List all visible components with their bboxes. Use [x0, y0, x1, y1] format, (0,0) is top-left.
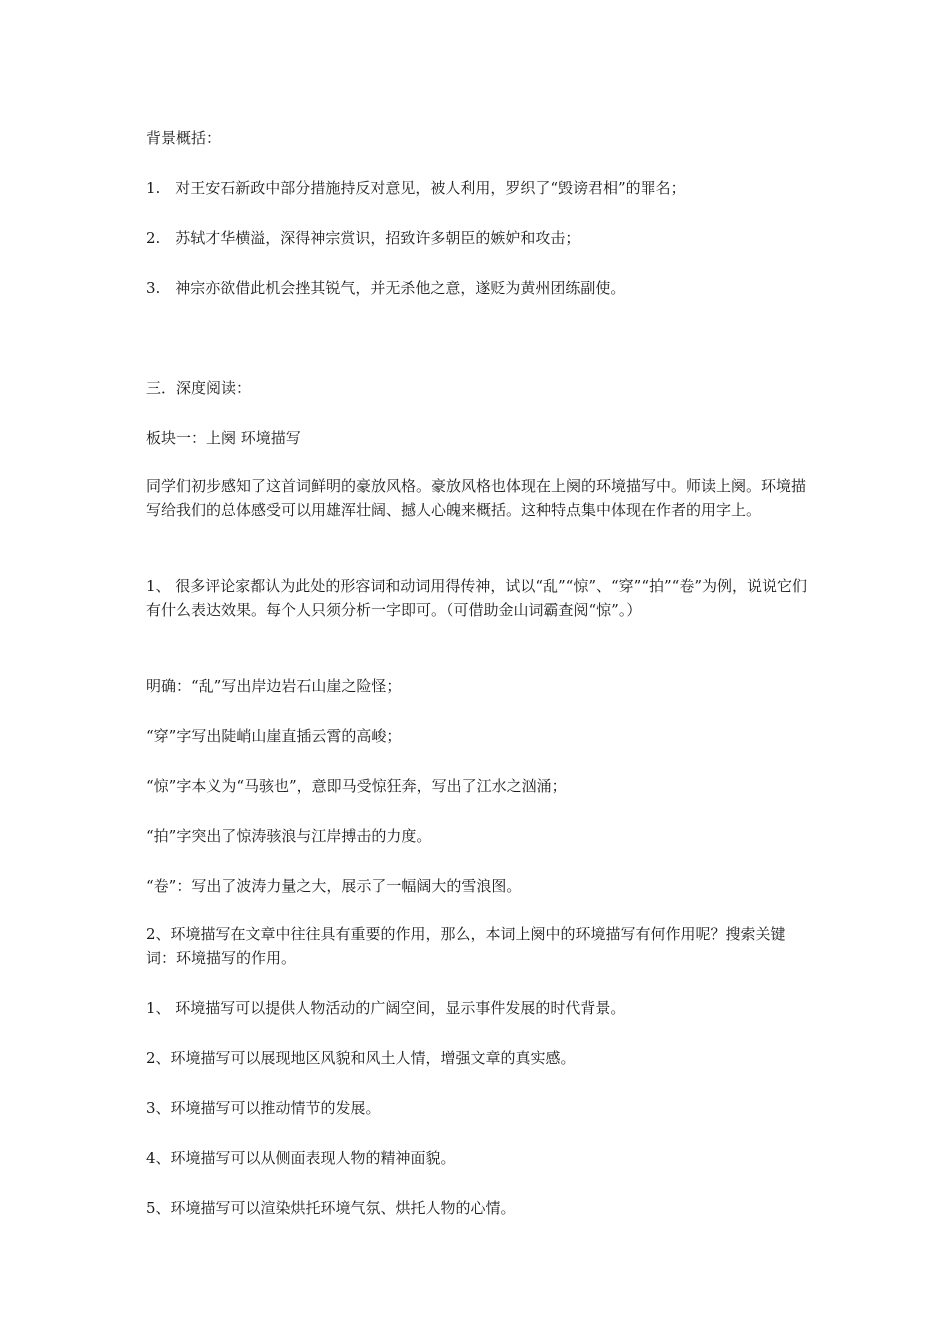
function-item-5: 5、环境描写可以渲染烘托环境气氛、烘托人物的心情。 — [146, 1199, 516, 1217]
answer-5: “卷”：写出了波涛力量之大，展示了一幅阔大的雪浪图。 — [146, 877, 522, 895]
section3-heading: 三．深度阅读： — [146, 379, 252, 397]
answer-3: “惊”字本义为“马骇也”，意即马受惊狂奔，写出了江水之汹涌； — [146, 777, 567, 795]
background-item-3: 3. 神宗亦欲借此机会挫其锐气，并无杀他之意，遂贬为黄州团练副使。 — [146, 279, 626, 297]
background-item-1: 1. 对王安石新政中部分措施持反对意见，被人利用，罗织了“毁谤君相”的罪名； — [146, 179, 686, 197]
function-item-4: 4、环境描写可以从侧面表现人物的精神面貌。 — [146, 1149, 456, 1167]
function-item-1: 1、 环境描写可以提供人物活动的广阔空间，显示事件发展的时代背景。 — [146, 999, 626, 1017]
block1-title: 板块一：上阕 环境描写 — [146, 429, 301, 447]
question-2: 2、环境描写在文章中往往具有重要的作用，那么，本词上阕中的环境描写有何作用呢？搜索关键词：环境描写的作用。 — [146, 925, 786, 967]
answer-4: “拍”字突出了惊涛骇浪与江岸搏击的力度。 — [146, 827, 432, 845]
function-item-3: 3、环境描写可以推动情节的发展。 — [146, 1099, 381, 1117]
background-heading: 背景概括： — [146, 129, 222, 147]
answer-2: “穿”字写出陡峭山崖直插云霄的高峻； — [146, 727, 402, 745]
question-1: 1、 很多评论家都认为此处的形容词和动词用得传神，试以“乱”“惊”、“穿”“拍”“卷”为例，说说它们有什么表达效果。每个人只须分析一字即可。（可借助金山词霸查阅“惊”。） — [146, 577, 808, 619]
answer-1: 明确：“乱”写出岸边岩石山崖之险怪； — [146, 677, 402, 695]
intro-paragraph: 同学们初步感知了这首词鲜明的豪放风格。豪放风格也体现在上阕的环境描写中。师读上阕。环境描写给我们的总体感受可以用雄浑壮阔、撼人心魄来概括。这种特点集中体现在作者的用字上。 — [146, 477, 807, 519]
background-item-2: 2. 苏轼才华横溢，深得神宗赏识，招致许多朝臣的嫉妒和攻击； — [146, 229, 581, 247]
function-item-2: 2、环境描写可以展现地区风貌和风土人情，增强文章的真实感。 — [146, 1049, 576, 1067]
